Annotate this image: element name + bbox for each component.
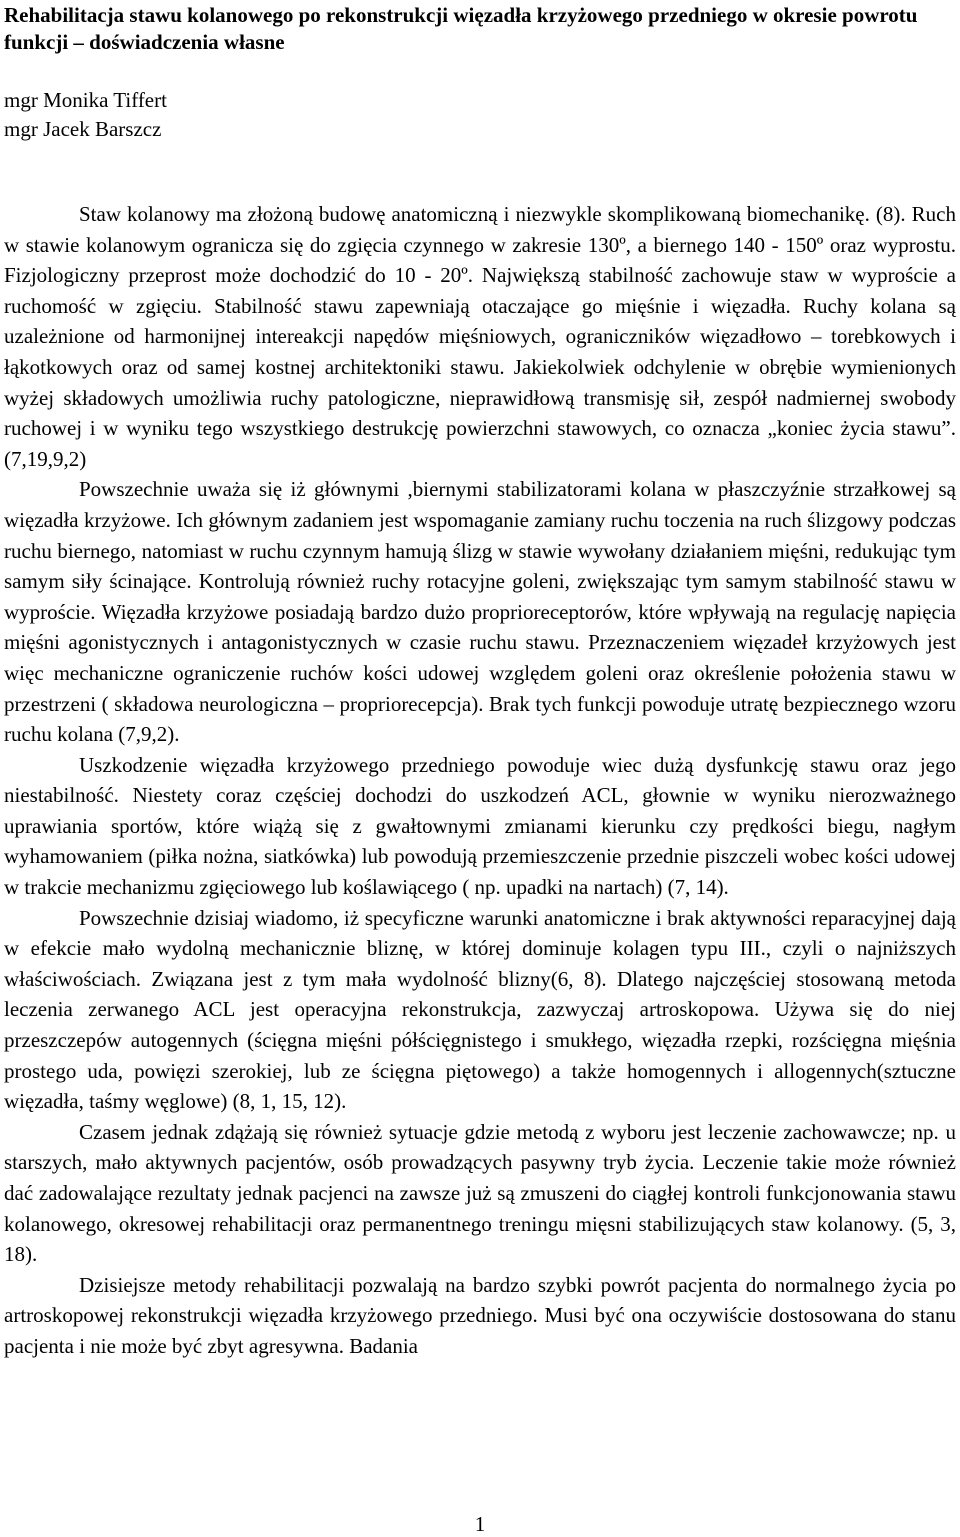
body-paragraph: Powszechnie dzisiaj wiadomo, iż specyficzne warunki anatomiczne i brak aktywności reparacyjnej dają w efekcie mało wydolną mechanicznie bliznę, w której dominuje kolagen typu III., czyli o najniższych właściwościach. Związana jest z tym mała wydolność blizny(6, 8). Dlatego najczęściej stosowaną metoda leczenia zerwanego ACL jest operacyjna rekonstrukcja, zazwyczaj artroskopowa. Używa się do niej przeszczepów autogennych (ścięgna mięśni półścięgnistego i smukłego, więzadła rzepki, rozścięgna mięśnia prostego uda, powięzi szerokiej, lub ze ścięgna piętowego) a także homogennych i allogennych(sztuczne więzadła, taśmy węglowe) (8, 1, 15, 12). bbox=[4, 905, 956, 1114]
author-name: mgr Monika Tiffert bbox=[4, 88, 167, 112]
page-number: 1 bbox=[474, 1512, 486, 1536]
author-list bbox=[4, 86, 956, 143]
body-paragraph: Powszechnie uważa się iż głównymi ,biernymi stabilizatorami kolana w płaszczyźnie strzałkowej są więzadła krzyżowe. Ich głównym zadaniem jest wspomaganie zamiany ruchu toczenia na ruch ślizgowy podczas ruchu biernego, natomiast w ruchu czynnym hamują ślizg w stawie wywołany działaniem mięśni, redukując tym samym siły ścinające. Kontrolują również ruchy rotacyjne goleni, zwiększając tym samym stabilność stawu w wyproście. Więzadła krzyżowe posiadają bardzo dużo proprioreceptorów, które wpływają na regulację napięcia mięśni agonistycznych i antagonistycznych w czasie ruchu stawu. Przeznaczeniem więzadeł krzyżowych jest więc mechaniczne ograniczenie ruchów kości udowej względem goleni oraz określenie położenia stawu w przestrzeni ( składowa neurologiczna – propriorecepcja). Brak tych funkcji powoduje utratę bezpiecznego wzoru ruchu kolana (7,9,2). bbox=[4, 477, 956, 747]
document-body bbox=[4, 199, 956, 1362]
body-paragraph: Czasem jednak zdążają się również sytuacje gdzie metodą z wyboru jest leczenie zachowawcze; np. u starszych, mało aktywnych pacjentów, osób prowadzących pasywny tryb życia. Leczenie takie może również dać zadowalające rezultaty jednak pacjenci na zawsze już są zmuszeni do ciągłej kontroli funkcjonowania stawu kolanowego, okresowej rehabilitacji oraz permanentnego treningu mięsni stabilizujących staw kolanowy. (5, 3, 18). bbox=[4, 1119, 956, 1267]
body-paragraph: Uszkodzenie więzadła krzyżowego przedniego powoduje wiec dużą dysfunkcję stawu oraz jego niestabilność. Niestety coraz częściej dochodzi do uszkodzeń ACL, głownie w wyniku nierozważnego uprawiania sportów, które wiążą się z gwałtownymi zmianami kierunku czy prędkości biegu, nagłym wyhamowaniem (piłka nożna, siatkówka) lub powodują przemieszczenie przednie piszczeli wobec kości udowej w trakcie mechanizmu zgięciowego lub koślawiącego ( np. upadki na nartach) (7, 14). bbox=[4, 752, 956, 900]
document-page bbox=[4, 0, 956, 1362]
document-title: Rehabilitacja stawu kolanowego po rekonstrukcji więzadła krzyżowego przedniego w okresie powrotu funkcji – doświadczenia własne bbox=[4, 3, 918, 54]
body-paragraph: Staw kolanowy ma złożoną budowę anatomiczną i niezwykle skomplikowaną biomechanikę. (8). Ruch w stawie kolanowym ogranicza się do zgięcia czynnego w zakresie 130º, a biernego 140 - 150º oraz wyprostu. Fizjologiczny przeprost może dochodzić do 10 - 20º. Największą stabilność zachowuje staw w wyproście a ruchomość w zgięciu. Stabilność stawu zapewniają otaczające go mięśnie i więzadła. Ruchy kolana są uzależnione od harmonijnej intereakcji napędów mięśniowych, ograniczników więzadłowo – torebkowych i łąkotkowych oraz od samej kostnej architektoniki stawu. Jakiekolwiek odchylenie w obrębie wymienionych wyżej składowych umożliwia ruchy patologiczne, nieprawidłową transmisję sił, zespół nadmiernej swobody ruchowej i w wyniku tego wszystkiego destrukcję powierzchni stawowych, co oznacza „koniec życia stawu”. (7,19,9,2) bbox=[4, 202, 956, 471]
body-paragraph: Dzisiejsze metody rehabilitacji pozwalają na bardzo szybki powrót pacjenta do normalnego życia po artroskopowej rekonstrukcji więzadła krzyżowego przedniego. Musi być ona oczywiście dostosowana do stanu pacjenta i nie może być zbyt agresywna. Badania bbox=[4, 1272, 956, 1358]
author-name: mgr Jacek Barszcz bbox=[4, 116, 162, 141]
